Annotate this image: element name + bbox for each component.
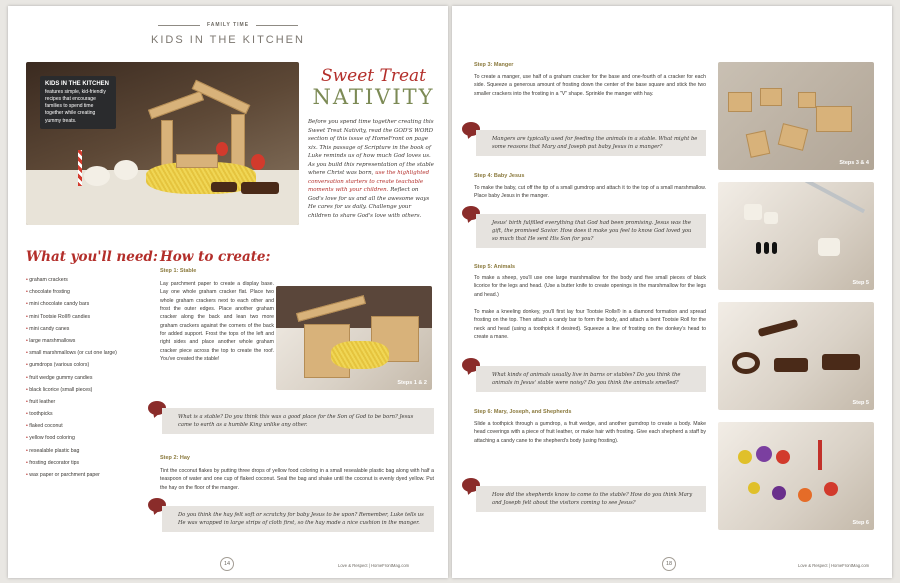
sheep-right: [114, 160, 138, 180]
intro-highlight: use the highlighted conversation starters to create teachable moments with your children.: [308, 170, 430, 194]
intro-paragraph: [308, 118, 434, 220]
list-item: • graham crackers: [26, 274, 154, 286]
list-item: • large marshmallows: [26, 335, 154, 347]
header-rule-right: [256, 25, 298, 26]
step-6-figures-photo: [718, 422, 874, 530]
manger-piece: [746, 130, 771, 158]
donkey-body-2: [211, 182, 237, 192]
step-5-sheep-photo: [718, 182, 874, 290]
ingredients-list: [26, 274, 154, 481]
footer-text: Love & Respect | HomeFrontMag.com: [338, 563, 410, 568]
list-item: • small marshmallows (or cut one large): [26, 347, 154, 359]
figure: [824, 482, 838, 496]
donkey-body-2: [822, 354, 860, 370]
kids-in-kitchen-box: [40, 76, 116, 129]
licorice: [756, 242, 761, 254]
list-item: • resealable plastic bag: [26, 445, 154, 457]
conversation-starter: Jesus' birth fulfilled everything that God had been promising. Jesus was the gift, the promised Savior. How does it make you feel to know God loved you so much that He sent His Son for you?: [476, 214, 706, 248]
figure: [748, 482, 760, 494]
photo-label: Steps 1 & 2: [397, 380, 427, 386]
instructions-heading: How to create:: [160, 249, 271, 265]
manger: [176, 154, 218, 168]
sheep-left: [84, 166, 110, 186]
gumdrop-figure-2: [251, 154, 265, 170]
list-item: • flaked coconut: [26, 420, 154, 432]
list-item: • mini Tootsie Roll® candies: [26, 311, 154, 323]
page-number: 14: [220, 557, 234, 571]
conversation-starter: What kinds of animals usually live in barns or stables? Do you think the animals in Jesus' stable were noisy? Do you think the animals smelled?: [476, 366, 706, 392]
tootsie-diamond: [732, 352, 760, 374]
nativity-hero-photo: [26, 62, 299, 225]
cracker-piece: [728, 92, 752, 112]
list-item: • chocolate frosting: [26, 286, 154, 298]
step-3-title: Step 3: Manger: [474, 62, 514, 68]
marshmallow: [764, 212, 778, 224]
manger-piece: [816, 106, 852, 132]
fruit-leather: [818, 440, 822, 470]
gumdrop: [776, 450, 790, 464]
right-page: [452, 6, 892, 578]
step-4-text: To make the baby, cut off the tip of a small gumdrop and attach it to the top of a small marshmallow. Place baby Jesus in the manger.: [474, 185, 706, 200]
list-item: • toothpicks: [26, 408, 154, 420]
photo-label: Step 6: [852, 520, 869, 526]
step-5-title: Step 5: Animals: [474, 264, 516, 270]
intro-text: Before you spend time together creating this Sweet Treat Nativity, read the GOD'S WORD section of this issue of HomeFront on page xix. This passage of Scripture in the book of Luke reminds us of how much God loves us. As you build this representation of the stable where Christ was born,: [308, 119, 434, 177]
list-item: • frosting decorator tips: [26, 457, 154, 469]
steps-1-2-photo: [276, 286, 432, 390]
hay-pile: [331, 341, 389, 369]
list-item: • fruit leather: [26, 396, 154, 408]
licorice: [772, 242, 777, 254]
photo-label: Step 5: [852, 280, 869, 286]
page-number: 18: [662, 557, 676, 571]
step-5-text-b: To make a kneeling donkey, you'll first lay four Tootsie Rolls® in a diamond formation and spread frosting on the top. Then attach a candy bar to form the body, and attach a bent Tootsie Roll for the neck and head (using a toothpick if desired). Squeeze a line of frosting on the donkey's head to create a mane.: [474, 309, 706, 340]
step-1-title: Step 1: Stable: [160, 268, 197, 274]
gumdrop: [756, 446, 772, 462]
conversation-starter: Do you think the hay felt soft or scratchy for baby Jesus to be upon? Remember, Luke tells us He was wrapped in large strips of cloth first, so the hay made a nice cushion in the manger.: [162, 506, 434, 532]
step-6-title: Step 6: Mary, Joseph, and Shepherds: [474, 409, 572, 415]
footer-text: Love & Respect | HomeFrontMag.com: [798, 563, 870, 568]
step-6-text: Slide a toothpick through a gumdrop, a fruit wedge, and another gumdrop to create a body. Make head coverings with a piece of fruit leather, or make hair with frosting. Give each shepherd a staff by attaching a candy cane to the shepherd's body (using frosting).: [474, 421, 706, 444]
roof-cracker: [148, 91, 204, 120]
list-item: • gumdrops (various colors): [26, 359, 154, 371]
step-4-title: Step 4: Baby Jesus: [474, 173, 525, 179]
list-item: • fruit wedge gummy candies: [26, 372, 154, 384]
marshmallow: [744, 204, 762, 220]
list-item: • black licorice (small pieces): [26, 384, 154, 396]
step-5-text-a: To make a sheep, you'll use one large marshmallow for the body and five small pieces of black licorice for the legs and head. (Use a butter knife to create openings in the marshmallow for the legs and head.): [474, 275, 706, 298]
section-label: FAMILY TIME: [206, 22, 250, 28]
manger-piece: [778, 123, 809, 151]
page-subtitle: NATIVITY: [312, 85, 435, 109]
steps-3-4-photo: [718, 62, 874, 170]
butter-knife: [805, 182, 865, 213]
intro-text-end: Reflect on God's love for us and all the awesome ways He cares for us daily. Challenge your children to share God's love with others.: [308, 187, 430, 219]
left-page: [8, 6, 448, 578]
photo-label: Steps 3 & 4: [839, 160, 869, 166]
licorice: [764, 242, 769, 254]
page-title: Sweet Treat: [320, 66, 427, 86]
conversation-starter: Mangers are typically used for feeding the animals in a stable. What might be some reasons that Mary and Joseph put baby Jesus in a manger?: [476, 130, 706, 156]
info-box-text: features simple, kid-friendly recipes that encourage families to spend time together while creating yummy treats.: [45, 88, 106, 124]
photo-label: Step 5: [852, 400, 869, 406]
candy-cane: [78, 150, 82, 186]
conversation-starter: How did the shepherds know to come to the stable? How do you think Mary and Joseph felt about the visitors coming to see Jesus?: [476, 486, 706, 512]
figure: [798, 488, 812, 502]
step-5-donkey-photo: [718, 302, 874, 410]
step-2-title: Step 2: Hay: [160, 455, 190, 461]
step-3-text: To create a manger, use half of a graham cracker for the base and one-fourth of a cracker for each side. Squeeze a generous amount of frosting down the center of the base square and stick the two smaller crackers into the frosting in a "V" shape. Sprinkle the manger with hay.: [474, 74, 706, 97]
candy-bar: [758, 319, 799, 337]
step-1-text: Lay parchment paper to create a display base. Lay one whole graham cracker flat. Place two whole graham crackers next to each other and frost the outer edges. Place another graham cracker along the back and lean two more graham crackers against the corners of the back for added support. Frost the tops of the left and right sides and place another whole graham cracker piece across the top to create the roof. You've created the stable!: [160, 281, 274, 362]
section-title: KIDS IN THE KITCHEN: [151, 34, 305, 46]
step-2-text: Tint the coconut flakes by putting three drops of yellow food coloring in a small resealable plastic bag along with half a teaspoon of water and one cup of flaked coconut. Seal the bag and shake until the coconut is evenly dyed yellow. Put the hay on the floor of the manger.: [160, 468, 434, 491]
donkey-body: [774, 358, 808, 372]
list-item: • mini candy canes: [26, 323, 154, 335]
ingredients-heading: What you'll need:: [26, 249, 158, 265]
gumdrop: [738, 450, 752, 464]
sheep: [818, 238, 840, 256]
cracker-piece: [798, 92, 816, 108]
info-box-heading: KIDS IN THE KITCHEN: [45, 81, 110, 87]
donkey-body: [241, 182, 279, 194]
figure: [772, 486, 786, 500]
conversation-starter: What is a stable? Do you think this was a good place for the Son of God to be born? Jesus came to earth as a humble King unlike any other.: [162, 408, 434, 434]
list-item: • wax paper or parchment paper: [26, 469, 154, 481]
gumdrop-figure: [216, 142, 228, 156]
list-item: • yellow food coloring: [26, 432, 154, 444]
list-item: • mini chocolate candy bars: [26, 298, 154, 310]
cracker-piece: [760, 88, 782, 106]
